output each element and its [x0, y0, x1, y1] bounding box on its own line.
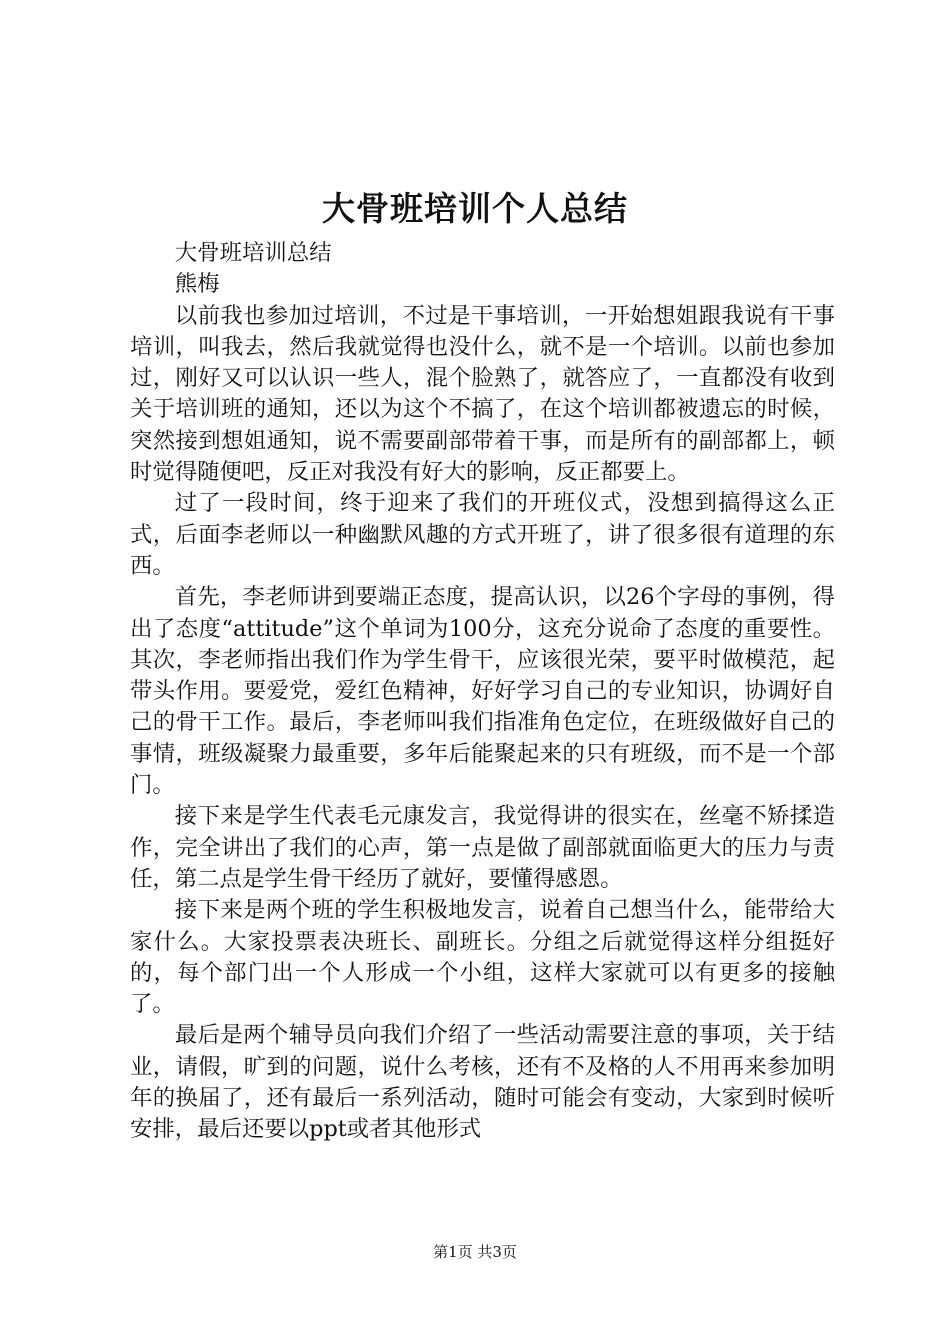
author-name: 熊梅 [174, 271, 220, 298]
body-paragraph: 最后是两个辅导员向我们介绍了一些活动需要注意的事项，关于结业，请假，旷到的问题，说什么考核，还有不及格的人不用再来参加明年的换届了，还有最后一系列活动，随时可能会有变动，大家到时候听安排，最后还要以ppt或者其他形式 [130, 1022, 835, 1143]
body-paragraph: 接下来是学生代表毛元康发言，我觉得讲的很实在，丝毫不矫揉造作，完全讲出了我们的心声，第一点是做了副部就面临更大的压力与责任，第二点是学生骨干经历了就好，要懂得感恩。 [130, 803, 835, 892]
body-paragraph: 首先，李老师讲到要端正态度，提高认识，以26个字母的事例，得出了态度“attitude”这个单词为100分，这充分说命了态度的重要性。其次，李老师指出我们作为学生骨干，应该很光荣，要平时做模范，起带头作用。要爱党，爱红色精神，好好学习自己的专业知识，协调好自己的骨干工作。最后，李老师叫我们指准角色定位，在班级做好自己的事情，班级凝聚力最重要，多年后能聚起来的只有班级，而不是一个部门。 [130, 584, 835, 799]
body-paragraph: 以前我也参加过培训，不过是干事培训，一开始想姐跟我说有干事培训，叫我去，然后我就觉得也没什么，就不是一个培训。以前也参加过，刚好又可以认识一些人，混个脸熟了，就答应了，一直都没有收到关于培训班的通知，还以为这个不搞了，在这个培训都被遗忘的时候，突然接到想姐通知，说不需要副部带着干事，而是所有的副部都上，顿时觉得随便吧，反正对我没有好大的影响，反正都要上。 [130, 302, 835, 486]
body-paragraph: 过了一段时间，终于迎来了我们的开班仪式，没想到搞得这么正式，后面李老师以一种幽默风趣的方式开班了，讲了很多很有道理的东西。 [130, 490, 835, 579]
document-title: 大骨班培训个人总结 [322, 189, 628, 228]
page-footer: 第1页 共3页 [433, 1243, 517, 1261]
document-body [130, 238, 835, 1146]
subtitle: 大骨班培训总结 [174, 240, 332, 266]
body-paragraph: 接下来是两个班的学生积极地发言，说着自己想当什么，能带给大家什么。大家投票表决班长、副班长。分组之后就觉得这样分组挺好的，每个部门出一个人形成一个小组，这样大家就可以有更多的接触了。 [130, 897, 835, 1018]
